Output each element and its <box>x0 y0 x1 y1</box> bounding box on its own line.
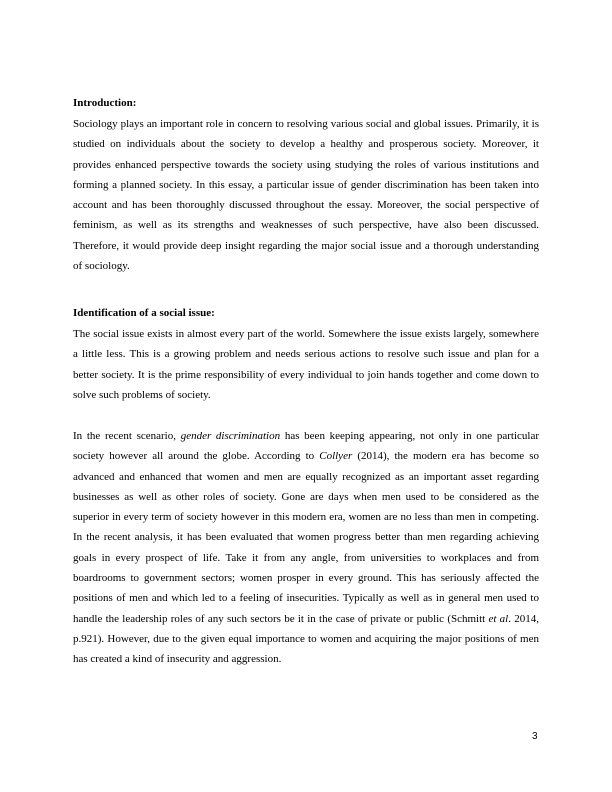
et-al-citation: et al <box>488 612 509 625</box>
social-issue-paragraph: The social issue exists in almost every part of the world. Somewhere the issue exists largely, somewhere a little less. This is a growing problem and needs serious actions to resolve such issue and plan for a better society. It is the prime responsibility of every individual to join hands together and come down to solve such problems of society. <box>73 328 539 401</box>
social-issue-heading: Identification of a social issue: <box>73 307 215 319</box>
collyer-citation: Collyer <box>319 450 353 463</box>
para3-text-3: (2014), the modern era has become so advanced and enhanced that women and men are equally recognized as an important asset regarding businesses as well as other roles of society. Gone are days when men used to be considered as the superior in every term of society however in this modern era, women are no less than men in competing. In the recent analysis, it has been evaluated that women progress better than men regarding achieving goals in every prospect of life. Take it from any angle, from universities to workplaces and from boardrooms to government sectors; women prosper in every ground. This has seriously affected the positions of men and which led to a feeling of insecurities. Typically as well as in general men used to handle the leadership roles of any such sectors be it in the case of private or public (Schmitt <box>73 450 539 625</box>
introduction-paragraph: Sociology plays an important role in concern to resolving various social and global issues. Primarily, it is studied on individuals about the society to develop a healthy and prosperous society. Moreover, it provides enhanced perspective towards the society using studying the roles of various institutions and forming a planned society. In this essay, a particular issue of gender discrimination has been taken into account and has been thoroughly discussed throughout the essay. Moreover, the social perspective of feminism, as well as its strengths and weaknesses of such perspective, have also been discussed. Therefore, it would provide deep insight regarding the major social issue and a thorough understanding of sociology. <box>73 118 539 273</box>
para3-text-1: In the recent scenario, <box>73 430 181 442</box>
para3-text-2: has been keeping appearing, not only in one particular society however all around the globe. According to <box>73 430 539 463</box>
para3-text-4: . 2014, p.921). However, due to the given equal importance to women and acquiring the major positions of men has created a kind of insecurity and aggression. <box>73 612 540 666</box>
page-number: 3 <box>532 731 538 742</box>
gender-discrimination-paragraph <box>73 426 539 670</box>
gender-discrimination-term: gender discrimination <box>180 430 281 442</box>
introduction-heading: Introduction: <box>73 97 137 109</box>
